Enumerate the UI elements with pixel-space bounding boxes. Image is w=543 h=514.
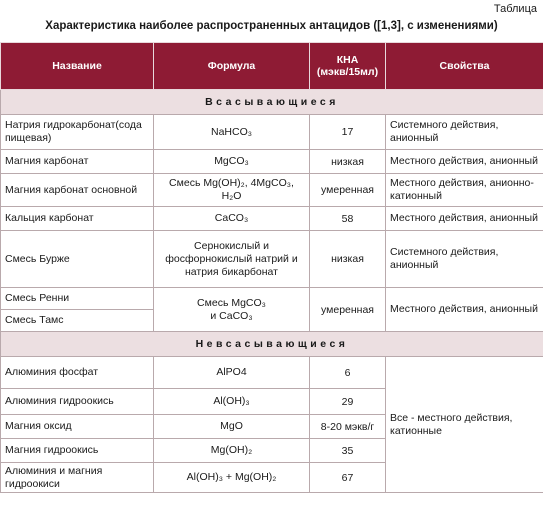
header-props: Свойства [386, 43, 543, 90]
table-row [1, 150, 543, 174]
cell-formula: NaHCO₃ [154, 115, 310, 150]
cell-props: Местного действия, анионный [386, 150, 543, 174]
header-formula: Формула [154, 43, 310, 90]
header-kna-line2: (мэкв/15мл) [316, 66, 379, 78]
section-row-nonabsorbable [1, 332, 543, 357]
header-kna [310, 43, 386, 90]
cell-name: Алюминия фосфат [1, 357, 154, 389]
cell-kna: 8-20 мэкв/г [310, 415, 386, 439]
header-kna-line1: КНА [336, 54, 359, 66]
cell-name: Кальция карбонат [1, 207, 154, 231]
cell-formula: MgCO₃ [154, 150, 310, 174]
cell-name: Смесь Бурже [1, 231, 154, 288]
cell-name: Магния карбонат [1, 150, 154, 174]
cell-kna: низкая [310, 231, 386, 288]
formula-line1: Смесь MgCO₃ [197, 296, 266, 309]
table-caption: Таблица [493, 3, 537, 15]
cell-name: Алюминия и магния гидроокиси [1, 463, 154, 493]
cell-kna: 35 [310, 439, 386, 463]
cell-formula: MgO [154, 415, 310, 439]
cell-kna: умеренная [310, 174, 386, 207]
cell-name: Алюминия гидроокись [1, 389, 154, 415]
cell-formula [154, 288, 310, 332]
cell-name: Смесь Тамс [1, 310, 154, 332]
header-row [1, 43, 543, 90]
cell-kna: 67 [310, 463, 386, 493]
cell-formula: Al(OH)₃ [154, 389, 310, 415]
table-row [1, 288, 543, 310]
table-title: Характеристика наиболее распространенных антацидов ([1,3], с изменениями) [45, 20, 498, 32]
cell-formula: Al(OH)₃ + Mg(OH)₂ [154, 463, 310, 493]
cell-formula: AlPO4 [154, 357, 310, 389]
table-row [1, 231, 543, 288]
cell-formula: Смесь Mg(OH)₂, 4MgCO₃, H₂O [154, 174, 310, 207]
cell-props: Системного действия, анионный [386, 115, 543, 150]
section-title: Всасывающиеся [1, 90, 543, 115]
cell-props: Местного действия, анионный [386, 288, 543, 332]
cell-formula: CaCO₃ [154, 207, 310, 231]
table-row [1, 115, 543, 150]
antacids-table [0, 42, 543, 493]
cell-props: Все - местного действия, катионные [386, 357, 543, 493]
table-row [1, 174, 543, 207]
header-name: Название [1, 43, 154, 90]
cell-kna: 29 [310, 389, 386, 415]
cell-kna: 17 [310, 115, 386, 150]
cell-name: Натрия гидрокарбонат(сода пищевая) [1, 115, 154, 150]
cell-name: Магния оксид [1, 415, 154, 439]
cell-props: Местного действия, анионно-катионный [386, 174, 543, 207]
cell-kna: 6 [310, 357, 386, 389]
section-row-absorbable [1, 90, 543, 115]
cell-kna: низкая [310, 150, 386, 174]
cell-props: Системного действия, анионный [386, 231, 543, 288]
cell-kna: 58 [310, 207, 386, 231]
cell-name: Магния гидроокись [1, 439, 154, 463]
cell-props: Местного действия, анионный [386, 207, 543, 231]
cell-name: Магния карбонат основной [1, 174, 154, 207]
cell-name: Смесь Ренни [1, 288, 154, 310]
formula-line2: и CaCO₃ [210, 309, 253, 322]
table-row [1, 207, 543, 231]
section-title: Невсасывающиеся [1, 332, 543, 357]
cell-formula: Сернокислый и фосфорнокислый натрий и натрия бикарбонат [154, 231, 310, 288]
table-row [1, 357, 543, 389]
cell-kna: умеренная [310, 288, 386, 332]
cell-formula: Mg(OH)₂ [154, 439, 310, 463]
